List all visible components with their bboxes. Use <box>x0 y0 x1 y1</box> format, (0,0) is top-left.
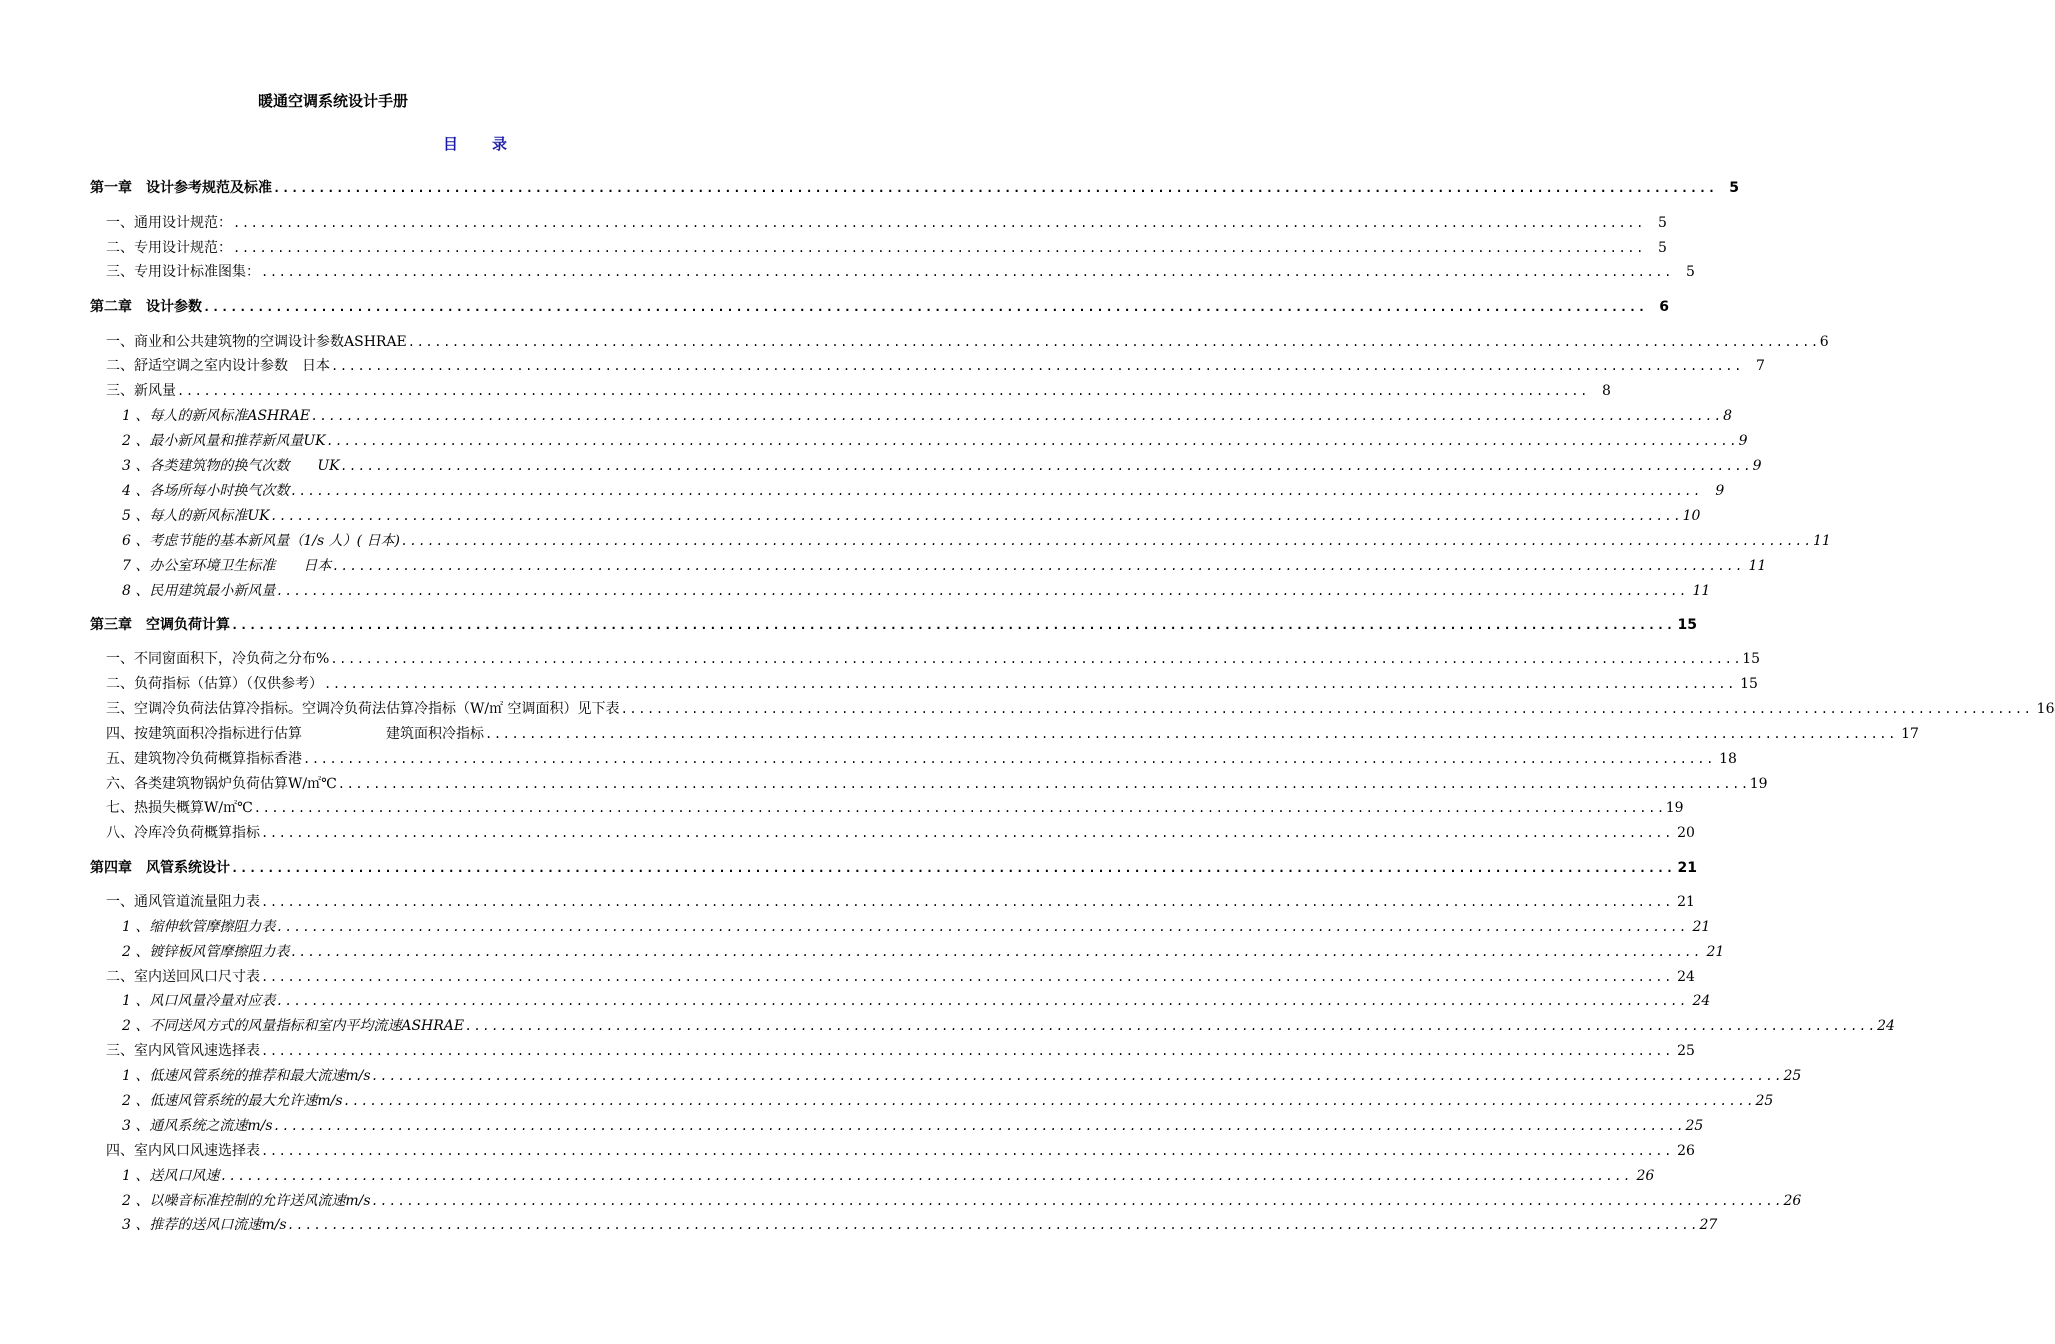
toc-entry-section[interactable]: 一、通用设计规范： ................................................................................................................................................................ 5 <box>106 215 1667 231</box>
leader-dots: ................................................................................................................................................................ <box>311 409 1724 423</box>
leader-dots: ................................................................................................................................................................ <box>303 752 1715 766</box>
leader-dots: ................................................................................................................................................................ <box>273 181 1717 195</box>
toc-entry-item[interactable]: 2 、低速风管系统的最大允许速m/s ................................................................................................................................................................ 25 <box>122 1093 1774 1109</box>
leader-dots: ................................................................................................................................................................ <box>401 534 1813 548</box>
toc-entry-section[interactable]: 三、专用设计标准图集： ................................................................................................................................................................ 5 <box>106 264 1695 280</box>
leader-dots: ................................................................................................................................................................ <box>276 920 1689 934</box>
toc-entry-item[interactable]: 5 、每人的新风标准UK ................................................................................................................................................................ 10 <box>122 508 1701 524</box>
toc-entry-section[interactable]: 三、空调冷负荷法估算冷指标。空调冷负荷法估算冷指标（W/㎡ 空调面积）见下表 ................................................................................................................................................................ 16 <box>106 701 2055 717</box>
leader-dots: ................................................................................................................................................................ <box>290 945 1703 959</box>
toc-entry-section[interactable]: 三、新风量 ................................................................................................................................................................ 8 <box>106 383 1611 399</box>
toc-entry-item[interactable]: 1 、低速风管系统的推荐和最大流速m/s ................................................................................................................................................................ 25 <box>122 1068 1802 1084</box>
toc-entry-section[interactable]: 四、室内风口风速选择表 ................................................................................................................................................................ 26 <box>106 1143 1695 1159</box>
leader-dots: ................................................................................................................................................................ <box>261 265 1673 279</box>
leader-dots: ................................................................................................................................................................ <box>371 1069 1784 1083</box>
toc-entry-section[interactable]: 二、舒适空调之室内设计参数 日本 ................................................................................................................................................................ 7 <box>106 358 1765 374</box>
toc-entry-section[interactable]: 一、商业和公共建筑物的空调设计参数ASHRAE ................................................................................................................................................................ 6 <box>106 334 1829 350</box>
toc-heading-left: 目 <box>442 135 458 153</box>
toc-entry-section[interactable]: 七、热损失概算W/㎡℃ ................................................................................................................................................................ 19 <box>106 800 1684 816</box>
toc-entry-section[interactable]: 五、建筑物冷负荷概算指标香港 ................................................................................................................................................................ 18 <box>106 751 1737 767</box>
leader-dots: ................................................................................................................................................................ <box>465 1019 1878 1033</box>
toc-entry-section[interactable]: 二、负荷指标（估算）（仅供参考） ................................................................................................................................................................ 15 <box>106 676 1758 692</box>
toc-entry-item[interactable]: 2 、不同送风方式的风量指标和室内平均流速ASHRAE ................................................................................................................................................................ 24 <box>122 1018 1895 1034</box>
toc-entry-chapter[interactable]: 第二章 设计参数 ................................................................................................................................................................ 6 <box>90 299 1669 315</box>
leader-dots: ................................................................................................................................................................ <box>261 1044 1673 1058</box>
toc-entry-item[interactable]: 2 、最小新风量和推荐新风量UK ................................................................................................................................................................ 9 <box>122 433 1748 449</box>
leader-dots: ................................................................................................................................................................ <box>330 652 1743 666</box>
leader-dots: ................................................................................................................................................................ <box>231 618 1675 632</box>
leader-dots: ................................................................................................................................................................ <box>273 1119 1686 1133</box>
toc-entry-item[interactable]: 4 、各场所每小时换气次数 ................................................................................................................................................................ 9 <box>122 483 1725 499</box>
toc-entry-item[interactable]: 1 、缩伸软管摩擦阻力表 ................................................................................................................................................................ 21 <box>122 919 1711 935</box>
leader-dots: ................................................................................................................................................................ <box>287 1218 1700 1232</box>
leader-dots: ................................................................................................................................................................ <box>261 1144 1673 1158</box>
toc-entry-section[interactable]: 三、室内风管风速选择表 ................................................................................................................................................................ 25 <box>106 1043 1695 1059</box>
leader-dots: ................................................................................................................................................................ <box>407 335 1820 349</box>
toc-entry-chapter[interactable]: 第一章 设计参考规范及标准 ................................................................................................................................................................ 5 <box>90 180 1739 196</box>
toc-entry-chapter[interactable]: 第四章 风管系统设计 ................................................................................................................................................................ 21 <box>90 860 1697 876</box>
toc-entry-item[interactable]: 1 、风口风量冷量对应表 ................................................................................................................................................................ 24 <box>122 993 1711 1009</box>
leader-dots: ................................................................................................................................................................ <box>371 1194 1784 1208</box>
leader-dots: ................................................................................................................................................................ <box>485 727 1897 741</box>
leader-dots: ................................................................................................................................................................ <box>337 777 1750 791</box>
leader-dots: ................................................................................................................................................................ <box>326 434 1739 448</box>
toc-entry-section[interactable]: 二、专用设计规范： ................................................................................................................................................................ 5 <box>106 240 1667 256</box>
toc-entry-item[interactable]: 2 、以噪音标准控制的允许送风流速m/s ................................................................................................................................................................ 26 <box>122 1193 1802 1209</box>
leader-dots: ................................................................................................................................................................ <box>233 216 1645 230</box>
toc-entry-item[interactable]: 3 、推荐的送风口流速m/s ................................................................................................................................................................ 27 <box>122 1217 1718 1233</box>
leader-dots: ................................................................................................................................................................ <box>253 801 1666 815</box>
leader-dots: ................................................................................................................................................................ <box>290 484 1703 498</box>
toc-entry-item[interactable]: 3 、通风系统之流速m/s ................................................................................................................................................................ 25 <box>122 1118 1704 1134</box>
leader-dots: ................................................................................................................................................................ <box>324 677 1736 691</box>
toc-entry-section[interactable]: 四、按建筑面积冷指标进行估算 建筑面积冷指标 ................................................................................................................................................................ 17 <box>106 726 1919 742</box>
toc-entry-chapter[interactable]: 第三章 空调负荷计算 ................................................................................................................................................................ 15 <box>90 617 1697 633</box>
leader-dots: ................................................................................................................................................................ <box>203 300 1647 314</box>
leader-dots: ................................................................................................................................................................ <box>261 895 1673 909</box>
toc-entry-item[interactable]: 3 、各类建筑物的换气次数 UK ................................................................................................................................................................ 9 <box>122 458 1762 474</box>
toc-entry-section[interactable]: 六、各类建筑物锅炉负荷估算W/㎡℃ ................................................................................................................................................................ 19 <box>106 776 1768 792</box>
toc-entry-item[interactable]: 8 、民用建筑最小新风量 ................................................................................................................................................................ 11 <box>122 583 1711 599</box>
leader-dots: ................................................................................................................................................................ <box>331 359 1743 373</box>
document-title: 暖通空调系统设计手册 <box>258 92 409 110</box>
leader-dots: ................................................................................................................................................................ <box>332 559 1745 573</box>
toc-entry-section[interactable]: 八、冷库冷负荷概算指标 ................................................................................................................................................................ 20 <box>106 825 1695 841</box>
leader-dots: ................................................................................................................................................................ <box>276 994 1689 1008</box>
leader-dots: ................................................................................................................................................................ <box>233 241 1645 255</box>
leader-dots: ................................................................................................................................................................ <box>220 1169 1633 1183</box>
leader-dots: ................................................................................................................................................................ <box>261 970 1673 984</box>
toc-entry-item[interactable]: 6 、考虑节能的基本新风量（1/s 人）( 日本) ................................................................................................................................................................ 11 <box>122 533 1831 549</box>
leader-dots: ................................................................................................................................................................ <box>620 702 2033 716</box>
leader-dots: ................................................................................................................................................................ <box>270 509 1683 523</box>
toc-entry-section[interactable]: 一、通风管道流量阻力表 ................................................................................................................................................................ 21 <box>106 894 1695 910</box>
leader-dots: ................................................................................................................................................................ <box>276 584 1689 598</box>
toc-entry-item[interactable]: 2 、镀锌板风管摩擦阻力表 ................................................................................................................................................................ 21 <box>122 944 1725 960</box>
leader-dots: ................................................................................................................................................................ <box>340 459 1753 473</box>
toc-heading-right: 录 <box>492 135 508 153</box>
toc-entry-item[interactable]: 1 、每人的新风标准ASHRAE ................................................................................................................................................................ 8 <box>122 408 1732 424</box>
toc-entry-item[interactable]: 7 、办公室环境卫生标准 日本 ................................................................................................................................................................ 11 <box>122 558 1767 574</box>
toc-entry-section[interactable]: 二、室内送回风口尺寸表 ................................................................................................................................................................ 24 <box>106 969 1695 985</box>
leader-dots: ................................................................................................................................................................ <box>343 1094 1756 1108</box>
toc-entry-section[interactable]: 一、不同窗面积下，冷负荷之分布% ................................................................................................................................................................ 15 <box>106 651 1761 667</box>
leader-dots: ................................................................................................................................................................ <box>231 861 1675 875</box>
leader-dots: ................................................................................................................................................................ <box>177 384 1589 398</box>
leader-dots: ................................................................................................................................................................ <box>261 826 1673 840</box>
toc-entry-item[interactable]: 1 、送风口风速 ................................................................................................................................................................ 26 <box>122 1168 1655 1184</box>
